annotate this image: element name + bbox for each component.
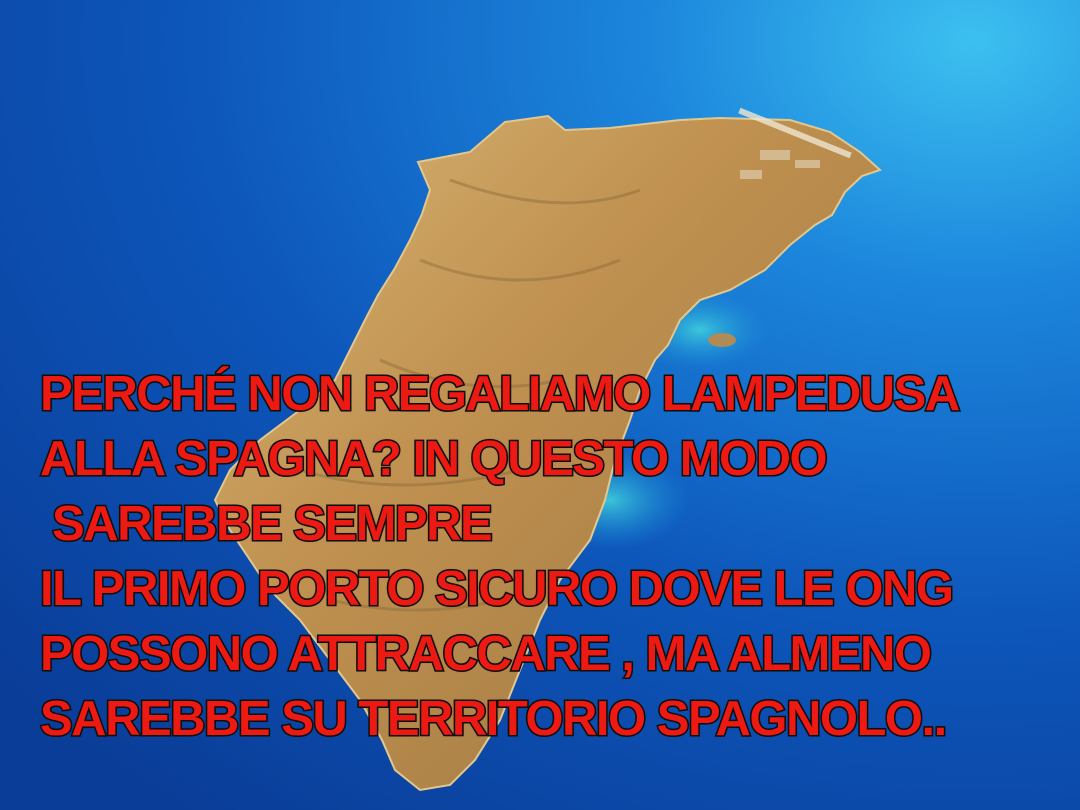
caption-line-3: SAREBBE SEMPRE [52, 497, 492, 551]
caption-line-4: IL PRIMO PORTO SICURO DOVE LE ONG [40, 562, 953, 616]
caption-line-5: POSSONO ATTRACCARE , MA ALMENO [40, 627, 931, 681]
caption-line-6: SAREBBE SU TERRITORIO SPAGNOLO.. [40, 692, 946, 746]
caption-line-1: PERCHÉ NON REGALIAMO LAMPEDUSA [40, 367, 959, 421]
caption-line-2: ALLA SPAGNA? IN QUESTO MODO [40, 432, 827, 486]
